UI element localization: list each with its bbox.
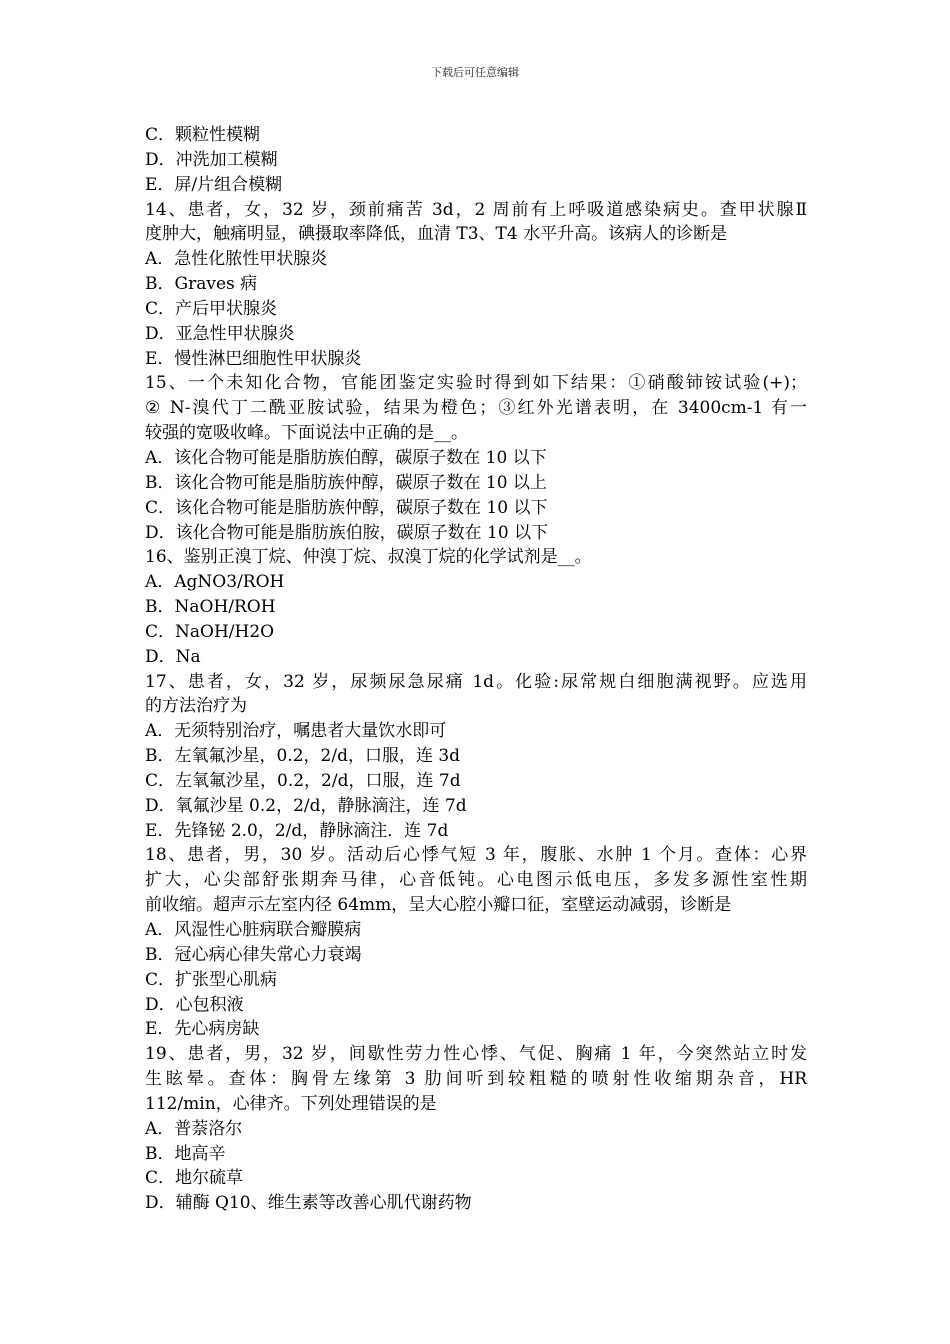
option-line: D．该化合物可能是脂肪族伯胺，碳原子数在 10 以下 (145, 522, 549, 543)
option-line: B．冠心病心律失常心力衰竭 (145, 944, 362, 965)
option-line: A．该化合物可能是脂肪族伯醇，碳原子数在 10 以下 (145, 447, 547, 468)
option-line: B．左氧氟沙星，0.2，2/d，口服，连 3d (145, 746, 461, 767)
option-line: B．该化合物可能是脂肪族仲醇，碳原子数在 10 以上 (145, 472, 547, 493)
option-line: B．地高辛 (145, 1143, 226, 1164)
option-line: A．普萘洛尔 (145, 1118, 243, 1139)
question-15-line: ② N-溴代丁二酰亚胺试验，结果为橙色；③红外光谱表明，在 3400cm-1 有一 (145, 398, 807, 419)
question-14-line: 度肿大，触痛明显，碘摄取率降低，血清 T3、T4 水平升高。该病人的诊断是 (145, 224, 728, 245)
option-line: A．风湿性心脏病联合瓣膜病 (145, 920, 362, 940)
option-line: E．先锋铋 2.0，2/d，静脉滴注．连 7d (145, 820, 449, 841)
option-line: E．先心病房缺 (145, 1019, 260, 1040)
option-line: B．Graves 病 (145, 274, 258, 295)
option-line: C．地尔硫草 (145, 1168, 244, 1189)
page-header: 下载后可任意编辑 (431, 66, 519, 79)
option-line: C．左氧氟沙星，0.2，2/d，口服，连 7d (145, 770, 461, 791)
question-17-line: 17、患者，女，32 岁，尿频尿急尿痛 1d。化验:尿常规白细胞满视野。应选用 (145, 671, 807, 692)
option-line: E．屏/片组合模糊 (145, 174, 283, 195)
option-line: A．无须特别治疗，嘱患者大量饮水即可 (145, 721, 447, 742)
question-19-line: 19、患者，男，32 岁，间歇性劳力性心悸、气促、胸痛 1 年，今突然站立时发 (145, 1044, 807, 1065)
option-line: C．扩张型心肌病 (145, 969, 278, 990)
option-line: D．亚急性甲状腺炎 (145, 323, 295, 344)
question-15-line: 较强的宽吸收峰。下面说法中正确的是__。 (145, 423, 468, 444)
option-line: C．产后甲状腺炎 (145, 298, 278, 319)
question-19-line: 生眩晕。查体：胸骨左缘第 3 肋间听到较粗糙的喷射性收缩期杂音，HR (145, 1069, 807, 1090)
option-line: E．慢性淋巴细胞性甲状腺炎 (145, 348, 362, 369)
option-line: D．氧氟沙星 0.2，2/d，静脉滴注，连 7d (145, 795, 467, 816)
option-line: D．冲洗加工模糊 (145, 149, 278, 170)
option-line: D．Na (145, 646, 201, 667)
question-18-line: 扩大，心尖部舒张期奔马律，心音低钝。心电图示低电压，多发多源性室性期 (145, 870, 807, 891)
option-line: C．颗粒性模糊 (145, 125, 261, 145)
option-line: C．NaOH/H2O (145, 621, 275, 642)
option-line: A．AgNO3/ROH (145, 572, 285, 593)
option-line: B．NaOH/ROH (145, 597, 276, 618)
question-18-line: 18、患者，男，30 岁。活动后心悸气短 3 年，腹胀、水肿 1 个月。查体：心界 (145, 845, 807, 866)
question-17-line: 的方法治疗为 (145, 696, 247, 717)
option-line: D．辅酶 Q10、维生素等改善心肌代谢药物 (145, 1193, 472, 1214)
option-line: C．该化合物可能是脂肪族仲醇，碳原子数在 10 以下 (145, 497, 548, 518)
document-body (145, 123, 807, 1216)
question-14-line: 14、患者，女，32 岁，颈前痛苦 3d，2 周前有上呼吸道感染病史。查甲状腺Ⅱ (145, 199, 807, 220)
option-line: A．急性化脓性甲状腺炎 (145, 249, 328, 270)
option-line: D．心包积液 (145, 994, 244, 1015)
question-19-line: 112/min，心律齐。下列处理错误的是 (145, 1093, 437, 1114)
question-15-line: 15、一个未知化合物，官能团鉴定实验时得到如下结果：①硝酸铈铵试验(+)； (145, 373, 807, 394)
question-18-line: 前收缩。超声示左室内径 64mm，呈大心腔小瓣口征，室壁运动减弱，诊断是 (145, 895, 732, 916)
question-16-line: 16、鉴别正溴丁烷、仲溴丁烷、叔溴丁烷的化学试剂是__。 (145, 547, 592, 568)
